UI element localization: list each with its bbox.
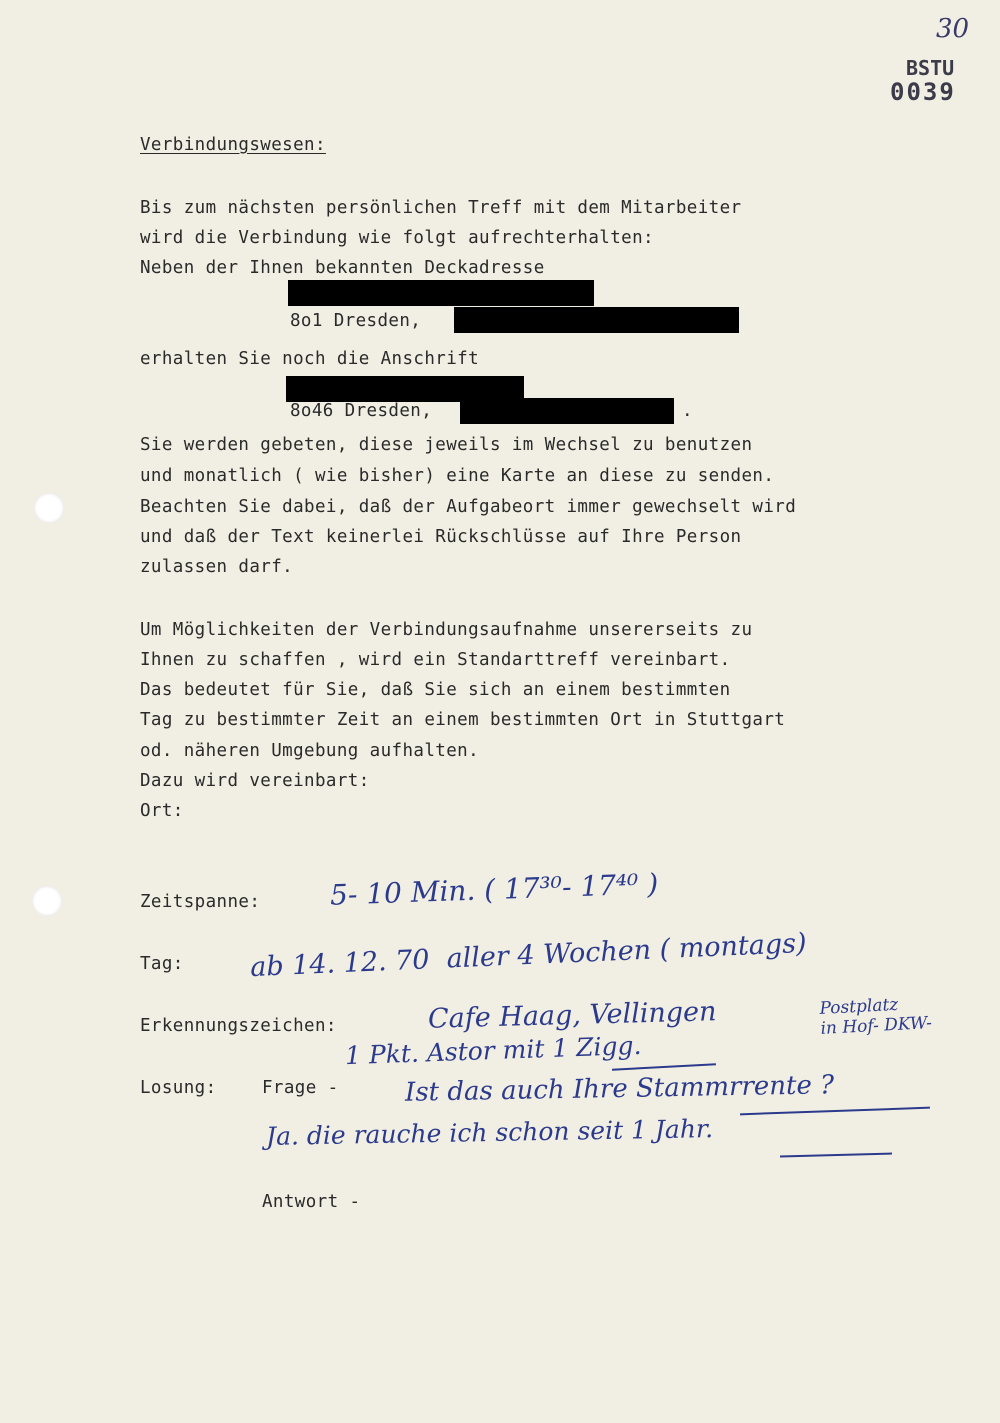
paragraph-line: und daß der Text keinerlei Rückschlüsse auf Ihre Person — [140, 527, 742, 547]
punch-hole-bottom — [32, 886, 62, 916]
label-tag: Tag: — [140, 954, 184, 974]
punch-hole-top — [34, 493, 64, 523]
redaction-address2-street — [460, 398, 674, 424]
paragraph-line: zulassen darf. — [140, 557, 294, 577]
paragraph-line: Neben der Ihnen bekannten Deckadresse — [140, 258, 545, 278]
address2-intro: erhalten Sie noch die Anschrift — [140, 349, 480, 369]
handwritten-underline — [612, 1063, 716, 1070]
archive-stamp-label: BSTU — [906, 56, 955, 80]
paragraph-line: od. näheren Umgebung aufhalten. — [140, 741, 480, 761]
label-erkennungszeichen: Erkennungszeichen: — [140, 1016, 337, 1036]
archive-sheet-number: 0039 — [890, 78, 956, 106]
handwritten-tag: ab 14. 12. 70 aller 4 Wochen ( montags) — [249, 927, 808, 984]
handwritten-underline — [780, 1153, 892, 1158]
label-losung: Losung: — [140, 1078, 217, 1098]
label-frage: Frage - — [262, 1078, 339, 1098]
label-antwort: Antwort - — [262, 1192, 361, 1212]
redaction-address1-street — [454, 307, 739, 333]
handwritten-erkennung-line1: Cafe Haag, Vellingen — [427, 996, 717, 1035]
paragraph-line: Sie werden gebeten, diese jeweils im Wechsel zu benutzen — [140, 435, 753, 455]
label-ort: Ort: — [140, 801, 184, 821]
paragraph-line: Bis zum nächsten persönlichen Treff mit dem Mitarbeiter — [140, 198, 742, 218]
section-heading: Verbindungswesen: — [140, 135, 326, 155]
handwritten-underline — [740, 1107, 930, 1116]
paragraph-line: wird die Verbindung wie folgt aufrechterhalten: — [140, 228, 654, 248]
paragraph-line: und monatlich ( wie bisher) eine Karte an diese zu senden. — [140, 466, 775, 486]
address2-end: . — [682, 401, 693, 421]
paragraph-line: Ihnen zu schaffen , wird ein Standarttreff vereinbart. — [140, 650, 731, 670]
paragraph-line: Tag zu bestimmter Zeit an einem bestimmten Ort in Stuttgart — [140, 710, 786, 730]
handwritten-erkennung-line2: 1 Pkt. Astor mit 1 Zigg. — [344, 1030, 642, 1071]
page-number: 30 — [936, 14, 970, 44]
handwritten-erkennung-note: Postplatz in Hof- DKW- — [819, 994, 933, 1039]
redaction-address1-name — [288, 280, 594, 306]
label-zeitspanne: Zeitspanne: — [140, 892, 261, 912]
paragraph-line: Um Möglichkeiten der Verbindungsaufnahme unsererseits zu — [140, 620, 753, 640]
paragraph-line: Das bedeutet für Sie, daß Sie sich an einem bestimmten — [140, 680, 731, 700]
handwritten-frage-answer: Ja. die rauche ich schon seit 1 Jahr. — [265, 1114, 714, 1151]
handwritten-frage: Ist das auch Ihre Stammrrente ? — [404, 1070, 835, 1108]
paragraph-line: Beachten Sie dabei, daß der Aufgabeort immer gewechselt wird — [140, 497, 797, 517]
handwritten-zeitspanne: 5- 10 Min. ( 17³⁰- 17⁴⁰ ) — [329, 867, 659, 912]
paragraph-line: Dazu wird vereinbart: — [140, 771, 370, 791]
address2-city: 8o46 Dresden, — [290, 401, 433, 421]
address1-city: 8o1 Dresden, — [290, 311, 422, 331]
